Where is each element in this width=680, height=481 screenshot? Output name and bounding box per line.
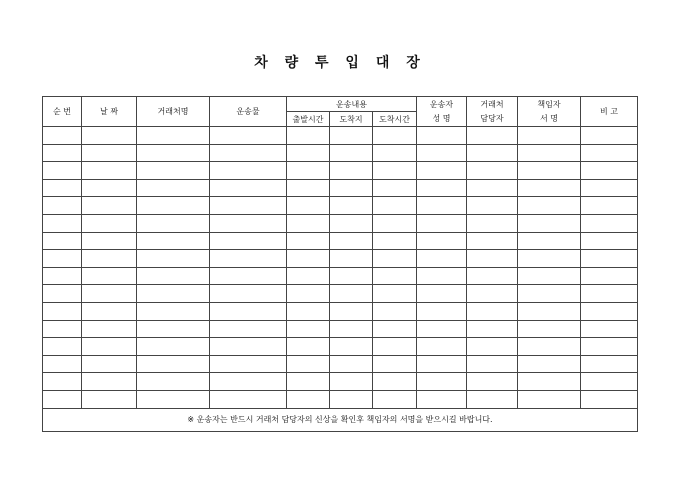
table-cell[interactable] — [417, 162, 467, 180]
table-cell[interactable] — [467, 267, 518, 285]
table-cell[interactable] — [137, 302, 210, 320]
table-cell[interactable] — [287, 267, 330, 285]
table-cell[interactable] — [137, 162, 210, 180]
table-cell[interactable] — [518, 162, 581, 180]
table-cell[interactable] — [43, 214, 82, 232]
table-cell[interactable] — [373, 232, 417, 250]
table-cell[interactable] — [287, 390, 330, 408]
table-cell[interactable] — [518, 179, 581, 197]
table-cell[interactable] — [210, 390, 287, 408]
header-seq: 순 번 — [43, 97, 82, 127]
table-cell[interactable] — [210, 338, 287, 356]
table-cell[interactable] — [43, 179, 82, 197]
table-cell[interactable] — [518, 338, 581, 356]
table-cell[interactable] — [518, 267, 581, 285]
table-cell[interactable] — [43, 267, 82, 285]
table-cell[interactable] — [82, 267, 137, 285]
table-cell[interactable] — [43, 162, 82, 180]
table-cell[interactable] — [137, 373, 210, 391]
table-cell[interactable] — [43, 338, 82, 356]
table-cell[interactable] — [210, 355, 287, 373]
table-cell[interactable] — [373, 373, 417, 391]
table-cell[interactable] — [43, 320, 82, 338]
table-cell[interactable] — [467, 197, 518, 215]
header-driver-line2: 성 명 — [432, 113, 451, 123]
table-cell[interactable] — [210, 320, 287, 338]
header-client-manager-line1: 거래처 — [480, 99, 504, 109]
table-cell[interactable] — [330, 232, 373, 250]
table-cell[interactable] — [82, 162, 137, 180]
table-cell[interactable] — [467, 390, 518, 408]
table-row — [43, 179, 638, 197]
table-cell[interactable] — [82, 320, 137, 338]
table-cell[interactable] — [43, 373, 82, 391]
table-cell[interactable] — [330, 285, 373, 303]
table-cell[interactable] — [330, 162, 373, 180]
header-responsible — [518, 97, 581, 127]
table-row — [43, 302, 638, 320]
table-cell[interactable] — [330, 320, 373, 338]
table-cell[interactable] — [137, 320, 210, 338]
header-responsible-line2: 서 명 — [540, 113, 558, 123]
table-cell[interactable] — [467, 162, 518, 180]
table-cell[interactable] — [137, 390, 210, 408]
table-cell[interactable] — [518, 197, 581, 215]
table-cell[interactable] — [210, 179, 287, 197]
table-cell[interactable] — [581, 338, 638, 356]
table-cell[interactable] — [82, 144, 137, 162]
table-row — [43, 162, 638, 180]
table-cell[interactable] — [467, 250, 518, 268]
table-row — [43, 127, 638, 145]
table-cell[interactable] — [43, 355, 82, 373]
table-cell[interactable] — [82, 302, 137, 320]
table-cell[interactable] — [373, 250, 417, 268]
table-cell[interactable] — [43, 144, 82, 162]
table-cell[interactable] — [373, 390, 417, 408]
table-cell[interactable] — [467, 302, 518, 320]
table-cell[interactable] — [287, 355, 330, 373]
table-cell[interactable] — [82, 179, 137, 197]
table-cell[interactable] — [82, 373, 137, 391]
table-cell[interactable] — [137, 267, 210, 285]
header-arrival-place: 도착지 — [330, 112, 373, 127]
table-cell[interactable] — [137, 197, 210, 215]
table-cell[interactable] — [417, 355, 467, 373]
table-cell[interactable] — [518, 250, 581, 268]
table-cell[interactable] — [330, 127, 373, 145]
table-cell[interactable] — [287, 373, 330, 391]
table-cell[interactable] — [581, 285, 638, 303]
table-cell[interactable] — [518, 214, 581, 232]
table-cell[interactable] — [210, 214, 287, 232]
table-cell[interactable] — [581, 127, 638, 145]
table-row — [43, 214, 638, 232]
header-transport-group: 운송내용 — [287, 97, 417, 112]
table-cell[interactable] — [82, 197, 137, 215]
table-cell[interactable] — [82, 390, 137, 408]
table-cell[interactable] — [43, 232, 82, 250]
table-cell[interactable] — [581, 232, 638, 250]
table-cell[interactable] — [210, 267, 287, 285]
table-row — [43, 373, 638, 391]
table-row — [43, 320, 638, 338]
table-cell[interactable] — [43, 302, 82, 320]
page-title: 차 량 투 입 대 장 — [254, 55, 426, 71]
table-cell[interactable] — [287, 127, 330, 145]
table-cell[interactable] — [330, 250, 373, 268]
table-cell[interactable] — [518, 127, 581, 145]
table-cell[interactable] — [210, 232, 287, 250]
table-cell[interactable] — [373, 285, 417, 303]
table-cell[interactable] — [417, 179, 467, 197]
table-cell[interactable] — [417, 250, 467, 268]
header-arrival-time: 도착시간 — [373, 112, 417, 127]
header-remarks: 비 고 — [581, 97, 638, 127]
table-cell[interactable] — [581, 144, 638, 162]
table-cell[interactable] — [581, 197, 638, 215]
table-cell[interactable] — [467, 285, 518, 303]
header-client-manager-line2: 담당자 — [480, 113, 504, 123]
table-cell[interactable] — [43, 197, 82, 215]
table-cell[interactable] — [467, 179, 518, 197]
table-cell[interactable] — [137, 179, 210, 197]
table-row — [43, 390, 638, 408]
table-cell[interactable] — [417, 285, 467, 303]
header-driver-line1: 운송자 — [429, 99, 454, 109]
table-cell[interactable] — [287, 214, 330, 232]
table-cell[interactable] — [373, 302, 417, 320]
table-cell[interactable] — [287, 250, 330, 268]
notice-text: ※ 운송자는 반드시 거래처 담당자의 신상을 확인후 책임자의 서명을 받으시길 바랍니다. — [43, 408, 638, 431]
table-cell[interactable] — [373, 162, 417, 180]
table-cell[interactable] — [518, 302, 581, 320]
table-cell[interactable] — [137, 338, 210, 356]
table-row — [43, 197, 638, 215]
table-row — [43, 250, 638, 268]
table-cell[interactable] — [137, 250, 210, 268]
header-depart-time: 출발시간 — [287, 112, 330, 127]
table-cell[interactable] — [417, 214, 467, 232]
table-cell[interactable] — [467, 338, 518, 356]
table-cell[interactable] — [82, 232, 137, 250]
table-cell[interactable] — [82, 338, 137, 356]
table-cell[interactable] — [417, 320, 467, 338]
table-cell[interactable] — [581, 390, 638, 408]
table-cell[interactable] — [518, 390, 581, 408]
table-cell[interactable] — [210, 373, 287, 391]
header-driver — [417, 97, 467, 127]
table-cell[interactable] — [581, 355, 638, 373]
table-cell[interactable] — [43, 250, 82, 268]
table-cell[interactable] — [467, 355, 518, 373]
table-cell[interactable] — [287, 144, 330, 162]
table-cell[interactable] — [82, 355, 137, 373]
table-cell[interactable] — [137, 127, 210, 145]
table-cell[interactable] — [417, 144, 467, 162]
table-cell[interactable] — [581, 320, 638, 338]
table-cell[interactable] — [581, 373, 638, 391]
table-cell[interactable] — [330, 214, 373, 232]
header-client-manager — [467, 97, 518, 127]
table-row — [43, 144, 638, 162]
table-cell[interactable] — [581, 267, 638, 285]
table-cell[interactable] — [467, 320, 518, 338]
table-cell[interactable] — [467, 373, 518, 391]
table-cell[interactable] — [417, 232, 467, 250]
table-cell[interactable] — [518, 373, 581, 391]
table-cell[interactable] — [210, 302, 287, 320]
table-cell[interactable] — [287, 338, 330, 356]
table-cell[interactable] — [581, 179, 638, 197]
table-cell[interactable] — [43, 285, 82, 303]
table-cell[interactable] — [43, 127, 82, 145]
table-row — [43, 338, 638, 356]
table-cell[interactable] — [417, 390, 467, 408]
table-cell[interactable] — [467, 214, 518, 232]
table-cell[interactable] — [417, 267, 467, 285]
table-cell[interactable] — [373, 355, 417, 373]
table-cell[interactable] — [581, 162, 638, 180]
table-cell[interactable] — [330, 197, 373, 215]
table-cell[interactable] — [210, 162, 287, 180]
table-cell[interactable] — [467, 144, 518, 162]
table-cell[interactable] — [467, 232, 518, 250]
table-cell[interactable] — [82, 214, 137, 232]
table-cell[interactable] — [373, 320, 417, 338]
table-cell[interactable] — [137, 214, 210, 232]
table-cell[interactable] — [330, 338, 373, 356]
table-cell[interactable] — [287, 179, 330, 197]
table-cell[interactable] — [137, 355, 210, 373]
table-cell[interactable] — [417, 373, 467, 391]
table-cell[interactable] — [287, 162, 330, 180]
table-cell[interactable] — [210, 250, 287, 268]
header-date: 날 짜 — [82, 97, 137, 127]
table-cell[interactable] — [137, 285, 210, 303]
table-cell[interactable] — [287, 302, 330, 320]
table-cell[interactable] — [330, 373, 373, 391]
table-row — [43, 285, 638, 303]
table-cell[interactable] — [417, 338, 467, 356]
table-cell[interactable] — [518, 355, 581, 373]
table-cell[interactable] — [581, 302, 638, 320]
table-cell[interactable] — [287, 197, 330, 215]
table-cell[interactable] — [330, 390, 373, 408]
table-cell[interactable] — [43, 390, 82, 408]
table-body — [43, 127, 638, 409]
table-cell[interactable] — [373, 197, 417, 215]
table-cell[interactable] — [82, 285, 137, 303]
table-cell[interactable] — [518, 320, 581, 338]
table-cell[interactable] — [137, 144, 210, 162]
table-cell[interactable] — [330, 302, 373, 320]
table-cell[interactable] — [518, 232, 581, 250]
table-cell[interactable] — [137, 232, 210, 250]
table-cell[interactable] — [417, 302, 467, 320]
table-cell[interactable] — [373, 267, 417, 285]
table-cell[interactable] — [373, 214, 417, 232]
table-cell[interactable] — [287, 232, 330, 250]
table-cell[interactable] — [417, 197, 467, 215]
table-cell[interactable] — [417, 127, 467, 145]
table-cell[interactable] — [287, 320, 330, 338]
table-cell[interactable] — [467, 127, 518, 145]
table-cell[interactable] — [373, 144, 417, 162]
table-row — [43, 267, 638, 285]
table-cell[interactable] — [373, 127, 417, 145]
header-responsible-line1: 책임자 — [537, 99, 561, 109]
vehicle-log-table — [42, 96, 638, 432]
header-cargo: 운송물 — [210, 97, 287, 127]
table-row — [43, 355, 638, 373]
table-cell[interactable] — [82, 250, 137, 268]
table-cell[interactable] — [330, 144, 373, 162]
header-client: 거래처명 — [137, 97, 210, 127]
table-cell[interactable] — [210, 285, 287, 303]
table-cell[interactable] — [581, 214, 638, 232]
table-cell[interactable] — [373, 179, 417, 197]
table-cell[interactable] — [82, 127, 137, 145]
table-cell[interactable] — [287, 285, 330, 303]
table-cell[interactable] — [518, 144, 581, 162]
table-cell[interactable] — [581, 250, 638, 268]
table-cell[interactable] — [518, 285, 581, 303]
table-cell[interactable] — [330, 355, 373, 373]
table-cell[interactable] — [210, 127, 287, 145]
table-cell[interactable] — [373, 338, 417, 356]
table-cell[interactable] — [330, 179, 373, 197]
table-cell[interactable] — [210, 197, 287, 215]
table-row — [43, 232, 638, 250]
table-cell[interactable] — [330, 267, 373, 285]
table-cell[interactable] — [210, 144, 287, 162]
